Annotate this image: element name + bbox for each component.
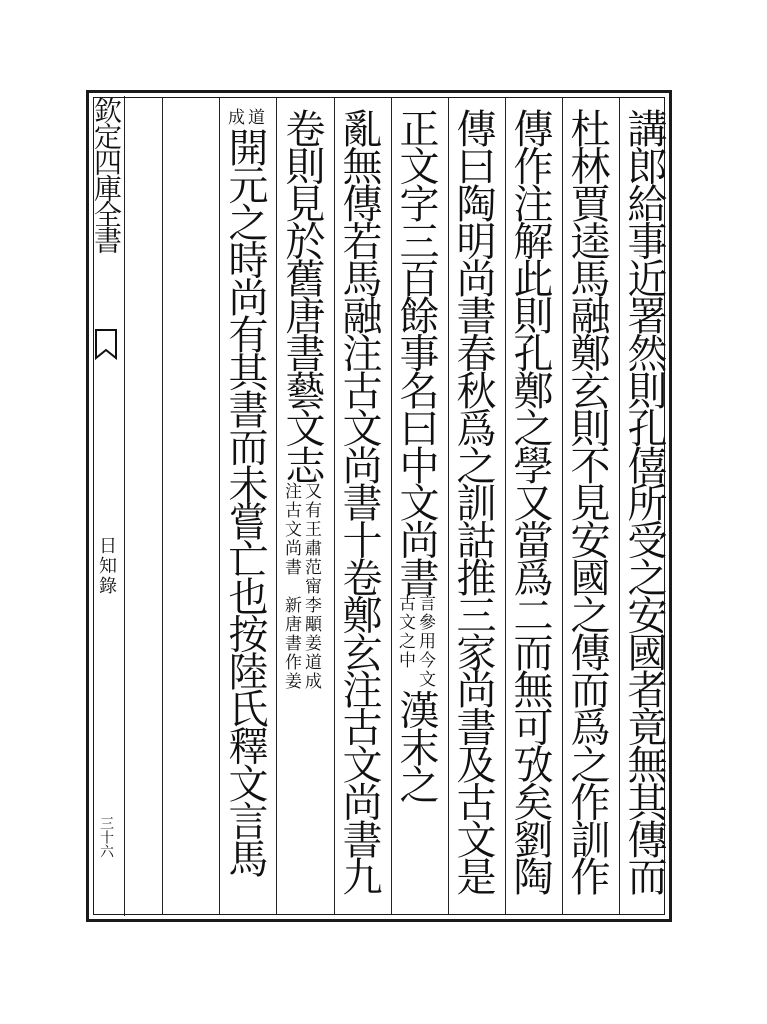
column-rule	[448, 98, 449, 914]
column-rule	[162, 98, 163, 914]
text-column-8	[222, 108, 268, 916]
column-main-text: 漢末之	[393, 689, 439, 802]
text-column-7	[279, 108, 325, 916]
column-main-text: 開元之時尚有其書而未嘗亡也按陸氏釋文言馬	[222, 127, 268, 876]
text-column-6: 亂無傳若馬融注古文尚書十卷鄭玄注古文尚書九	[336, 108, 382, 894]
note-line-left: 成	[224, 108, 244, 127]
text-frame-inner	[90, 96, 667, 915]
text-column-1: 講郎給事近署然則孔僖所受之安國者竟無其傳而	[621, 108, 667, 894]
page-number: 三十六	[98, 816, 114, 858]
note-line-right: 道	[244, 108, 264, 127]
note-line-left: 注古文尚書 新唐書作姜	[281, 482, 301, 692]
column-rule	[391, 98, 392, 914]
text-column-3: 傳作注解此則孔鄭之學又當爲二而無可攷矣劉陶	[507, 108, 553, 894]
text-column-2: 杜林賈逵馬融鄭玄則不見安國之傳而爲之作訓作	[564, 108, 610, 894]
annotation-note	[281, 482, 321, 691]
text-frame	[86, 90, 672, 922]
text-column-5	[393, 108, 439, 916]
column-rule	[505, 98, 506, 914]
annotation-note	[224, 108, 264, 127]
collection-title: 欽定四庫全書	[90, 96, 123, 252]
column-main-text: 正文字三百餘事名曰中文尚書	[393, 108, 439, 595]
note-line-right: 言參用今文	[415, 594, 435, 690]
text-column-4: 傳曰陶明尚書春秋爲之訓詁推三家尚書及古文是	[450, 108, 496, 894]
column-rule	[562, 98, 563, 914]
note-line-right: 又有王肅范甯李顒姜道成	[301, 482, 321, 692]
book-title: 日知錄	[96, 536, 117, 596]
annotation-note	[395, 594, 435, 689]
column-rule	[619, 98, 620, 914]
column-main-text: 卷則見於舊唐書藝文志	[279, 108, 325, 483]
column-rule	[219, 98, 220, 914]
note-line-left: 古文之中	[395, 594, 415, 671]
column-rule	[334, 98, 335, 914]
column-rule	[276, 98, 277, 914]
